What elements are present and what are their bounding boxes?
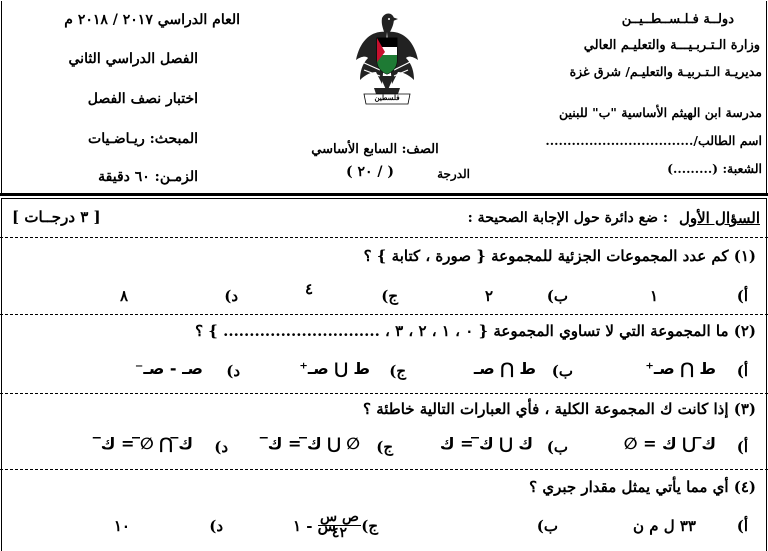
subject: المبحث: ريـاضـيات (88, 131, 198, 147)
q3-option-c-label[interactable]: ج) (376, 438, 393, 456)
q2-option-a-label[interactable]: أ) (736, 362, 748, 380)
section-field[interactable]: الشعبة: (.........) (667, 161, 762, 176)
q1-option-a[interactable] (737, 287, 748, 305)
q2-divider (0, 393, 768, 394)
q2-option-c-value[interactable]: ط ⋃ صـ⁺ (299, 359, 370, 378)
emblem-text: فلسطين (374, 93, 400, 102)
section-title-divider (0, 237, 768, 238)
q3-divider (0, 469, 768, 470)
q4-option-b-label[interactable]: ب) (536, 517, 558, 535)
q1-option-c-value[interactable]: ٤ (304, 280, 313, 298)
q3-option-a-label[interactable]: أ) (736, 438, 748, 456)
question-1-text: (١) كم عدد المجموعات الجزئية للمجموعة { صورة ، كتابة } ؟ (363, 247, 756, 265)
q2-option-a-value[interactable]: ط ⋂ صـ⁺ (645, 359, 716, 378)
question-4-text: (٤) أي مما يأتي يمثل مقدار جبري ؟ (529, 478, 756, 496)
q4-option-c-label[interactable]: ج) (361, 517, 378, 535)
q1-divider (0, 314, 768, 315)
exam-title: اختبار نصف الفصل (87, 91, 198, 107)
q2-option-b-label[interactable]: ب) (551, 362, 573, 380)
q2-option-c-label[interactable]: ج) (389, 362, 406, 380)
directorate-name: مديريـة الـتـربيـة والتعليـم/ شرق غزة (569, 64, 762, 79)
q3-option-d-value[interactable]: ك̅ ⋂ ∅̅ = ك̅ (100, 434, 193, 453)
q2-option-d-value[interactable]: صـ - صـ⁻ (134, 359, 203, 378)
grade-label: الصف: السابع الأساسي (311, 142, 439, 157)
q1-option-a-value[interactable]: ١ (649, 287, 658, 305)
q2-option-d-label[interactable]: د) (226, 362, 240, 380)
fraction-numerator: ص س (320, 509, 359, 525)
state-name: دولــة فـلـســطــيــن (621, 12, 734, 27)
q3-option-c-value[interactable]: ∅ ⋃ ك̅ = ك̅ (267, 434, 360, 453)
q4-option-c-value[interactable]: س - ١ (292, 517, 336, 535)
q3-option-b-label[interactable]: ب) (546, 438, 568, 456)
q1-option-c-label[interactable]: ج) (381, 287, 398, 305)
q4-option-d-label[interactable]: د) (209, 517, 223, 535)
question-2-text: (٢) ما المجموعة التي لا تساوي المجموعة { ٠ ، ١ ، ٢ ، ٣ ، .............................. } ؟ (195, 322, 756, 340)
q1-option-a-label: أ) (736, 287, 748, 305)
section-title: السؤال الأول (678, 209, 760, 227)
academic-year: العام الدراسي ٢٠١٧ / ٢٠١٨ م (64, 12, 240, 28)
q1-option-b-label[interactable]: ب) (546, 287, 568, 305)
q1-option-d-label[interactable]: د) (224, 287, 238, 305)
q4-option-d-value[interactable]: ١٠ (113, 517, 130, 535)
q1-option-b-value[interactable]: ٢ (484, 287, 493, 305)
q3-option-d-label[interactable]: د) (214, 438, 228, 456)
term: الفصل الدراسي الثاني (68, 51, 198, 67)
score-label: الدرجة (437, 167, 470, 181)
header-divider (0, 193, 768, 196)
fraction-denominator: ٤٢ (331, 525, 347, 541)
score-value: ( / ٢٠ ) (345, 164, 395, 180)
q4-option-a-value[interactable]: ٣٣ ل م ن (633, 517, 696, 535)
q3-option-b-value[interactable]: ك ⋃ ك̅ = ك (439, 434, 533, 453)
section-instruction: : ضع دائرة حول الإجابة الصحيحة : (467, 210, 668, 226)
section-marks: [ ٣ درجــات ] (12, 208, 101, 226)
school-name: مدرسة ابن الهيثم الأساسية "ب" للبنين (558, 105, 762, 120)
question-3-text: (٣) إذا كانت ك المجموعة الكلية ، فأي العبارات التالية خاطئة ؟ (363, 400, 756, 418)
student-name-field[interactable]: اسم الطالب/.................................. (545, 133, 762, 148)
q4-option-a-label[interactable]: أ) (736, 517, 748, 535)
q2-option-b-value[interactable]: ط ⋂ صـ (473, 359, 536, 378)
q3-option-a-value[interactable]: ك̅ ⋃ ك = ∅ (623, 434, 716, 453)
ministry-name: وزارة الـتـربـيـــة والتعليـم العالي (583, 38, 760, 53)
palestine-eagle-emblem (352, 10, 422, 108)
q1-option-d-value[interactable]: ٨ (119, 287, 128, 305)
exam-time: الزمـن: ٦٠ دقيقة (98, 169, 198, 185)
